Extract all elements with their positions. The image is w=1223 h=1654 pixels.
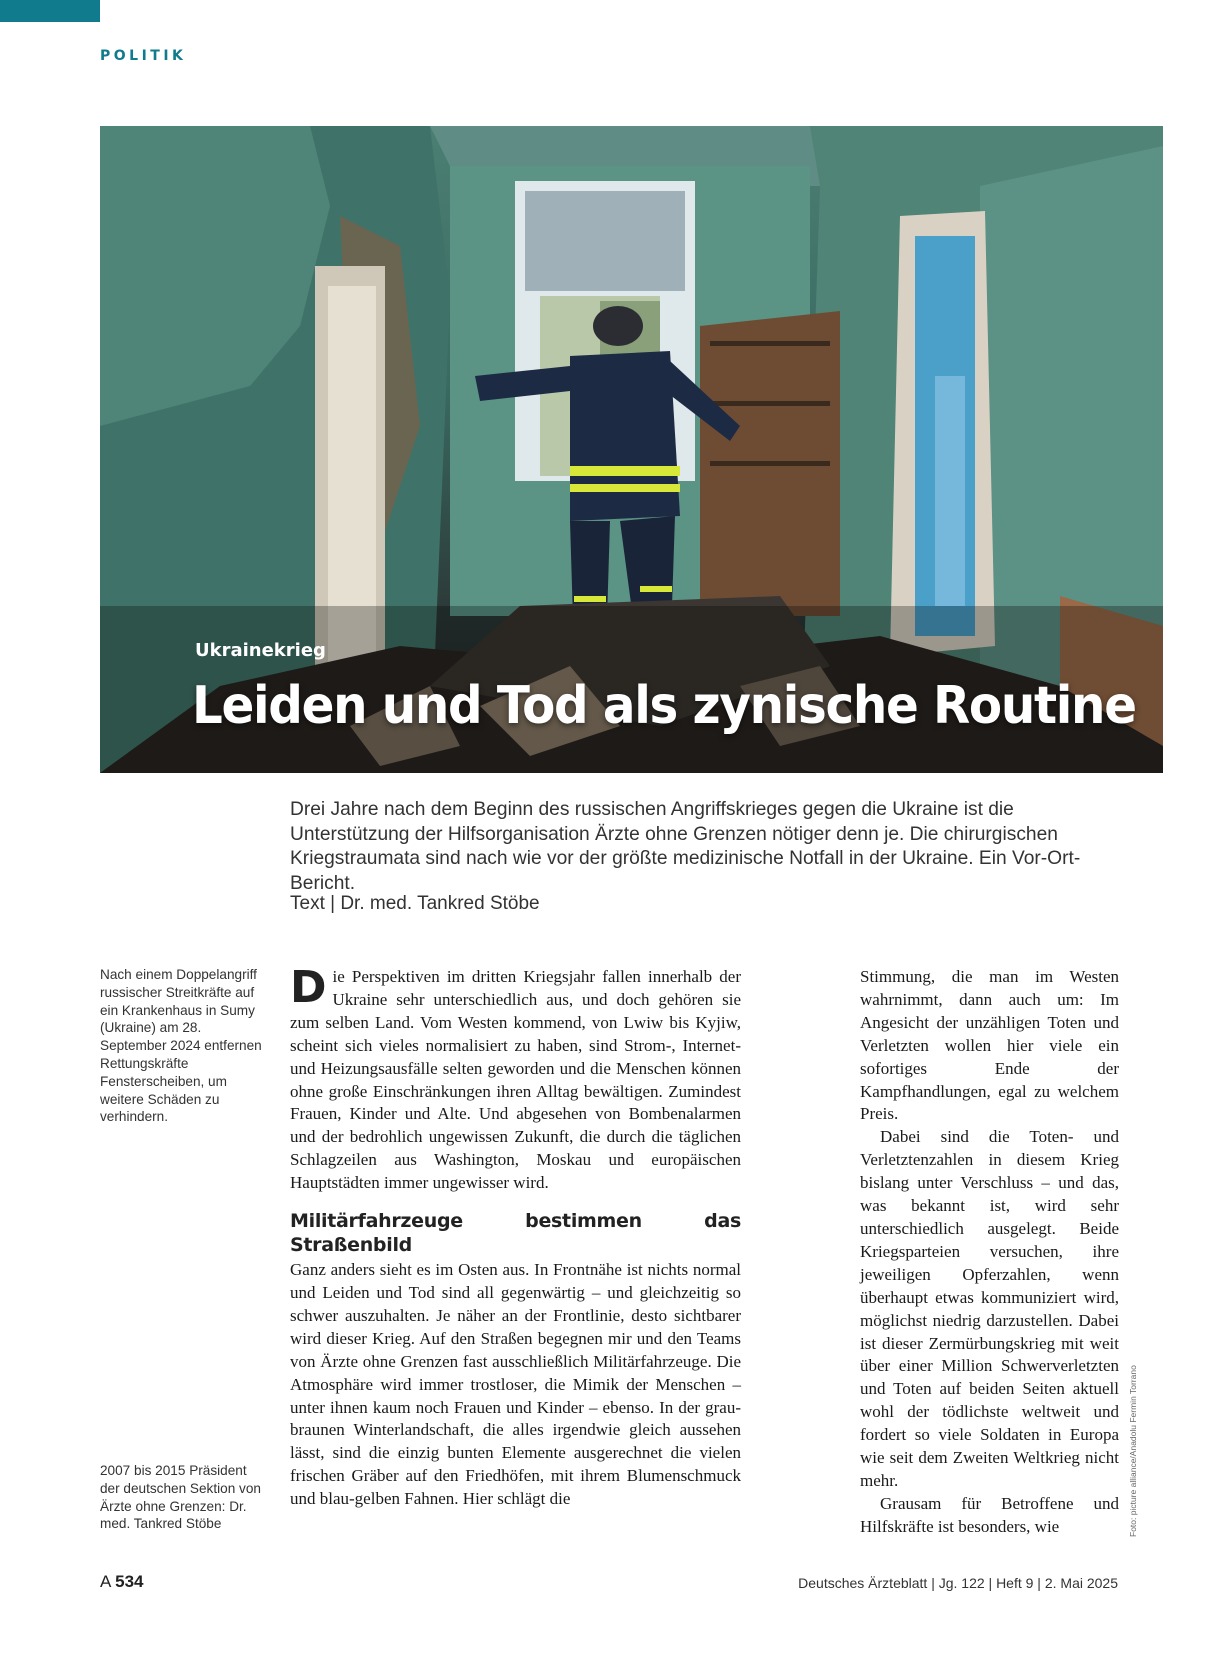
- article-lead: Drei Jahre nach dem Beginn des russischen Angriffskrieges gegen die Ukraine ist die Unterstützung der Hilfsorganisation Ärzte ohne Grenzen nötiger denn je. Die chirurgischen Kriegstraumata sind nach wie vor der größte medizinische Notfall in der Ukraine. Ein Vor-Ort-Bericht.: [290, 799, 1081, 894]
- body-paragraph: Ganz anders sieht es im Osten aus. In Frontnähe ist nichts normal und Leiden und Tod sind all gegenwärtig – und gleichzeitig so schwer auszuhalten. Je näher an der Frontlinie, desto sichtbarer wird dieser Krieg. Auf den Straßen begegnen mir und den Teams von Ärzte ohne Grenzen fast ausschließlich Militärfahrzeuge. Die Atmosphäre wird immer trostloser, die Mimik der Menschen – unter ihnen kaum noch Frauen und Kinder – ebenso. In der grau-braunen Winterlandschaft, die alles irgendwie gleich aussehen lässt, sind die einzig bunten Elemente ausgerechnet die vielen frischen Gräber auf den Friedhöfen, mit ihrem Blumenschmuck und blau-gelben Fahnen. Hier schlägt die: [290, 1260, 741, 1509]
- hero-photo: [100, 126, 1163, 773]
- page-number: [100, 1572, 144, 1592]
- body-column-1: [290, 962, 741, 1511]
- page-number-value: 534: [115, 1572, 144, 1591]
- photo-credit: Foto: picture alliance/Anadolu Fermin Torrano: [1128, 1365, 1138, 1537]
- author-caption: 2007 bis 2015 Präsident der deutschen Sektion von Ärzte ohne Grenzen: Dr. med. Tankred Stöbe: [100, 1463, 261, 1532]
- article-byline: Text | Dr. med. Tankred Stöbe: [290, 893, 540, 914]
- paragraph-text: ie Perspektiven im dritten Kriegsjahr fallen innerhalb der Ukraine sehr unterschiedlich aus, und doch gehören sie zum selben Land. Vom Westen kommend, von Lwiw bis Kyjiw, scheint sich vieles normalisiert zu haben, sind Strom-, Internet- und Heizungsausfälle selten geworden und die Menschen können ohne große Einschränkungen ihren Alltag bewältigen. Zumindest Frauen, Kinder und Alte. Und abgesehen von Bombenalarmen und der bedrohlich ungewissen Zukunft, die durch die täglichen Schlagzeilen aus Washington, Moskau und europäischen Hauptstädten immer ungewisser wird.: [290, 967, 741, 1193]
- article-headline: Leiden und Tod als zynische Routine: [192, 676, 1136, 736]
- body-paragraph: Dabei sind die Toten- und Verletztenzahlen in diesem Krieg bislang unter Verschluss – und das, was bekannt ist, wird sehr unterschiedlich ausgelegt. Beide Kriegsparteien versuchen, ihre jeweiligen Opferzahlen, wenn überhaupt etwas kommuniziert wird, möglichst niedrig darzustellen. Dabei ist dieser Zermürbungskrieg mit weit über einer Million Schwerverletzten und Toten auf beiden Seiten aktuell wohl der tödlichste weltweit und fordert so viele Soldaten in Europa wie seit dem Zweiten Weltkrieg nicht mehr.: [860, 1127, 1119, 1490]
- article-kicker: Ukrainekrieg: [195, 640, 326, 661]
- body-paragraph: Stimmung, die man im Westen wahrnimmt, dann auch um: Im Angesicht der unzähligen Toten und Verletzten wollen hier viele ein sofortiges Ende der Kampfhandlungen, egal zu welchem Preis.: [860, 967, 1119, 1124]
- page-prefix: A: [100, 1572, 111, 1591]
- body-paragraph: [290, 962, 741, 1195]
- body-paragraph: Grausam für Betroffene und Hilfskräfte ist besonders, wie: [860, 1493, 1119, 1536]
- section-subhead: Militärfahrzeuge bestimmen das Straßenbild: [290, 1210, 741, 1257]
- journal-footer: Deutsches Ärzteblatt | Jg. 122 | Heft 9 | 2. Mai 2025: [798, 1575, 1118, 1591]
- dropcap: D: [290, 962, 327, 1013]
- body-column-2: [860, 966, 1119, 1539]
- photo-caption: Nach einem Doppelangriff russischer Streitkräfte auf ein Krankenhaus in Sumy (Ukraine) am 28. September 2024 entfernen Rettungskräfte Fensterscheiben, um weitere Schäden zu verhindern.: [100, 967, 262, 1125]
- section-label: POLITIK: [100, 48, 187, 64]
- accent-bar: [0, 0, 100, 22]
